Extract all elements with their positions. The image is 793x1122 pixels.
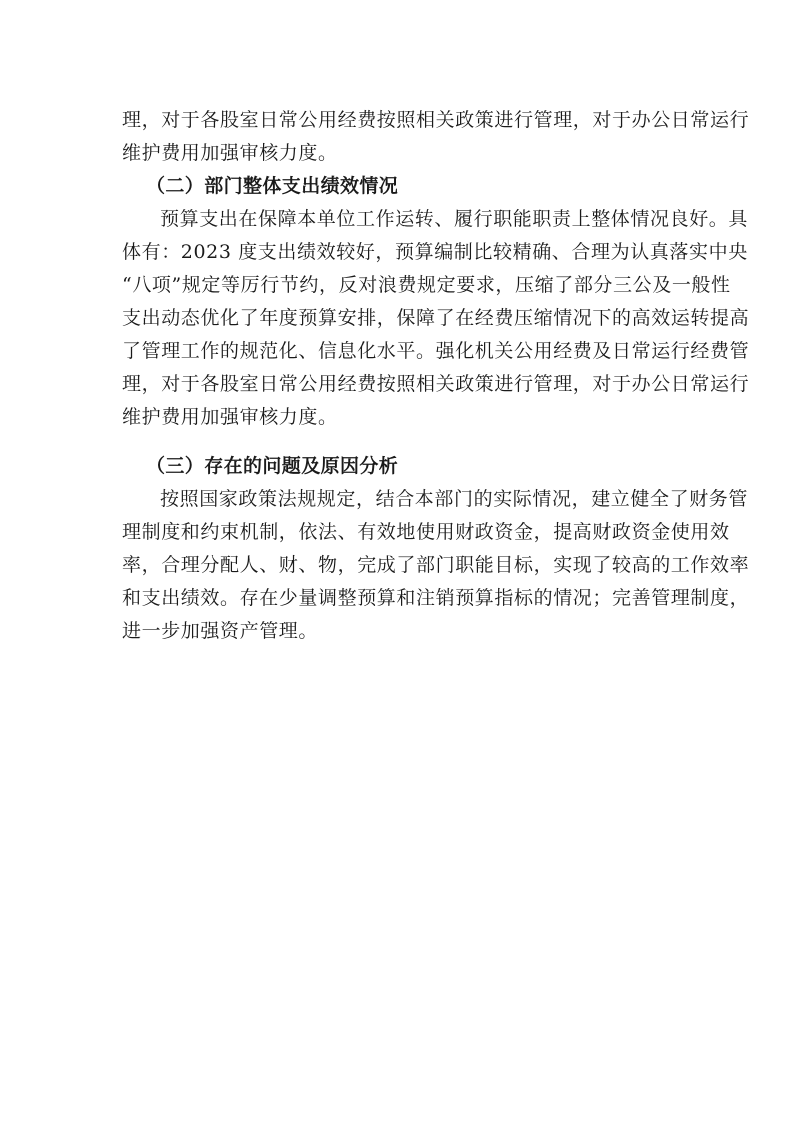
- text-line: 理，对于各股室日常公用经费按照相关政策进行管理，对于办公日常运行: [122, 373, 750, 395]
- paragraph: [122, 203, 750, 434]
- section-2: [122, 170, 750, 434]
- text-line: 和支出绩效。存在少量调整预算和注销预算指标的情况；完善管理制度，: [122, 587, 750, 609]
- text-line: 维护费用加强审核力度。: [122, 142, 338, 164]
- text-line: 体有：2023 度支出绩效较好，预算编制比较精确、合理为认真落实中央: [122, 241, 748, 263]
- text-line: 按照国家政策法规规定，结合本部门的实际情况，建立健全了财务管: [160, 488, 749, 510]
- continuation-paragraph: [122, 104, 750, 170]
- text-line: 进一步加强资产管理。: [122, 620, 319, 642]
- section-3: [122, 450, 750, 648]
- text-line: 理，对于各股室日常公用经费按照相关政策进行管理，对于办公日常运行: [122, 109, 750, 131]
- text-line: 维护费用加强审核力度。: [122, 406, 338, 428]
- text-line: 支出动态优化了年度预算安排，保障了在经费压缩情况下的高效运转提高: [122, 307, 750, 329]
- text-line: 预算支出在保障本单位工作运转、履行职能职责上整体情况良好。具: [160, 208, 749, 230]
- section-heading: （三）存在的问题及原因分析: [146, 455, 399, 477]
- text-line: 率，合理分配人、财、物，完成了部门职能目标，实现了较高的工作效率: [122, 554, 750, 576]
- text-line: 理制度和约束机制，依法、有效地使用财政资金，提高财政资金使用效: [122, 521, 730, 543]
- text-line: 了管理工作的规范化、信息化水平。强化机关公用经费及日常运行经费管: [122, 340, 750, 362]
- section-heading: （二）部门整体支出绩效情况: [146, 175, 399, 197]
- paragraph: [122, 483, 750, 648]
- paragraph: [122, 104, 750, 170]
- text-line: “八项”规定等厉行节约，反对浪费规定要求，压缩了部分三公及一般性: [122, 274, 731, 296]
